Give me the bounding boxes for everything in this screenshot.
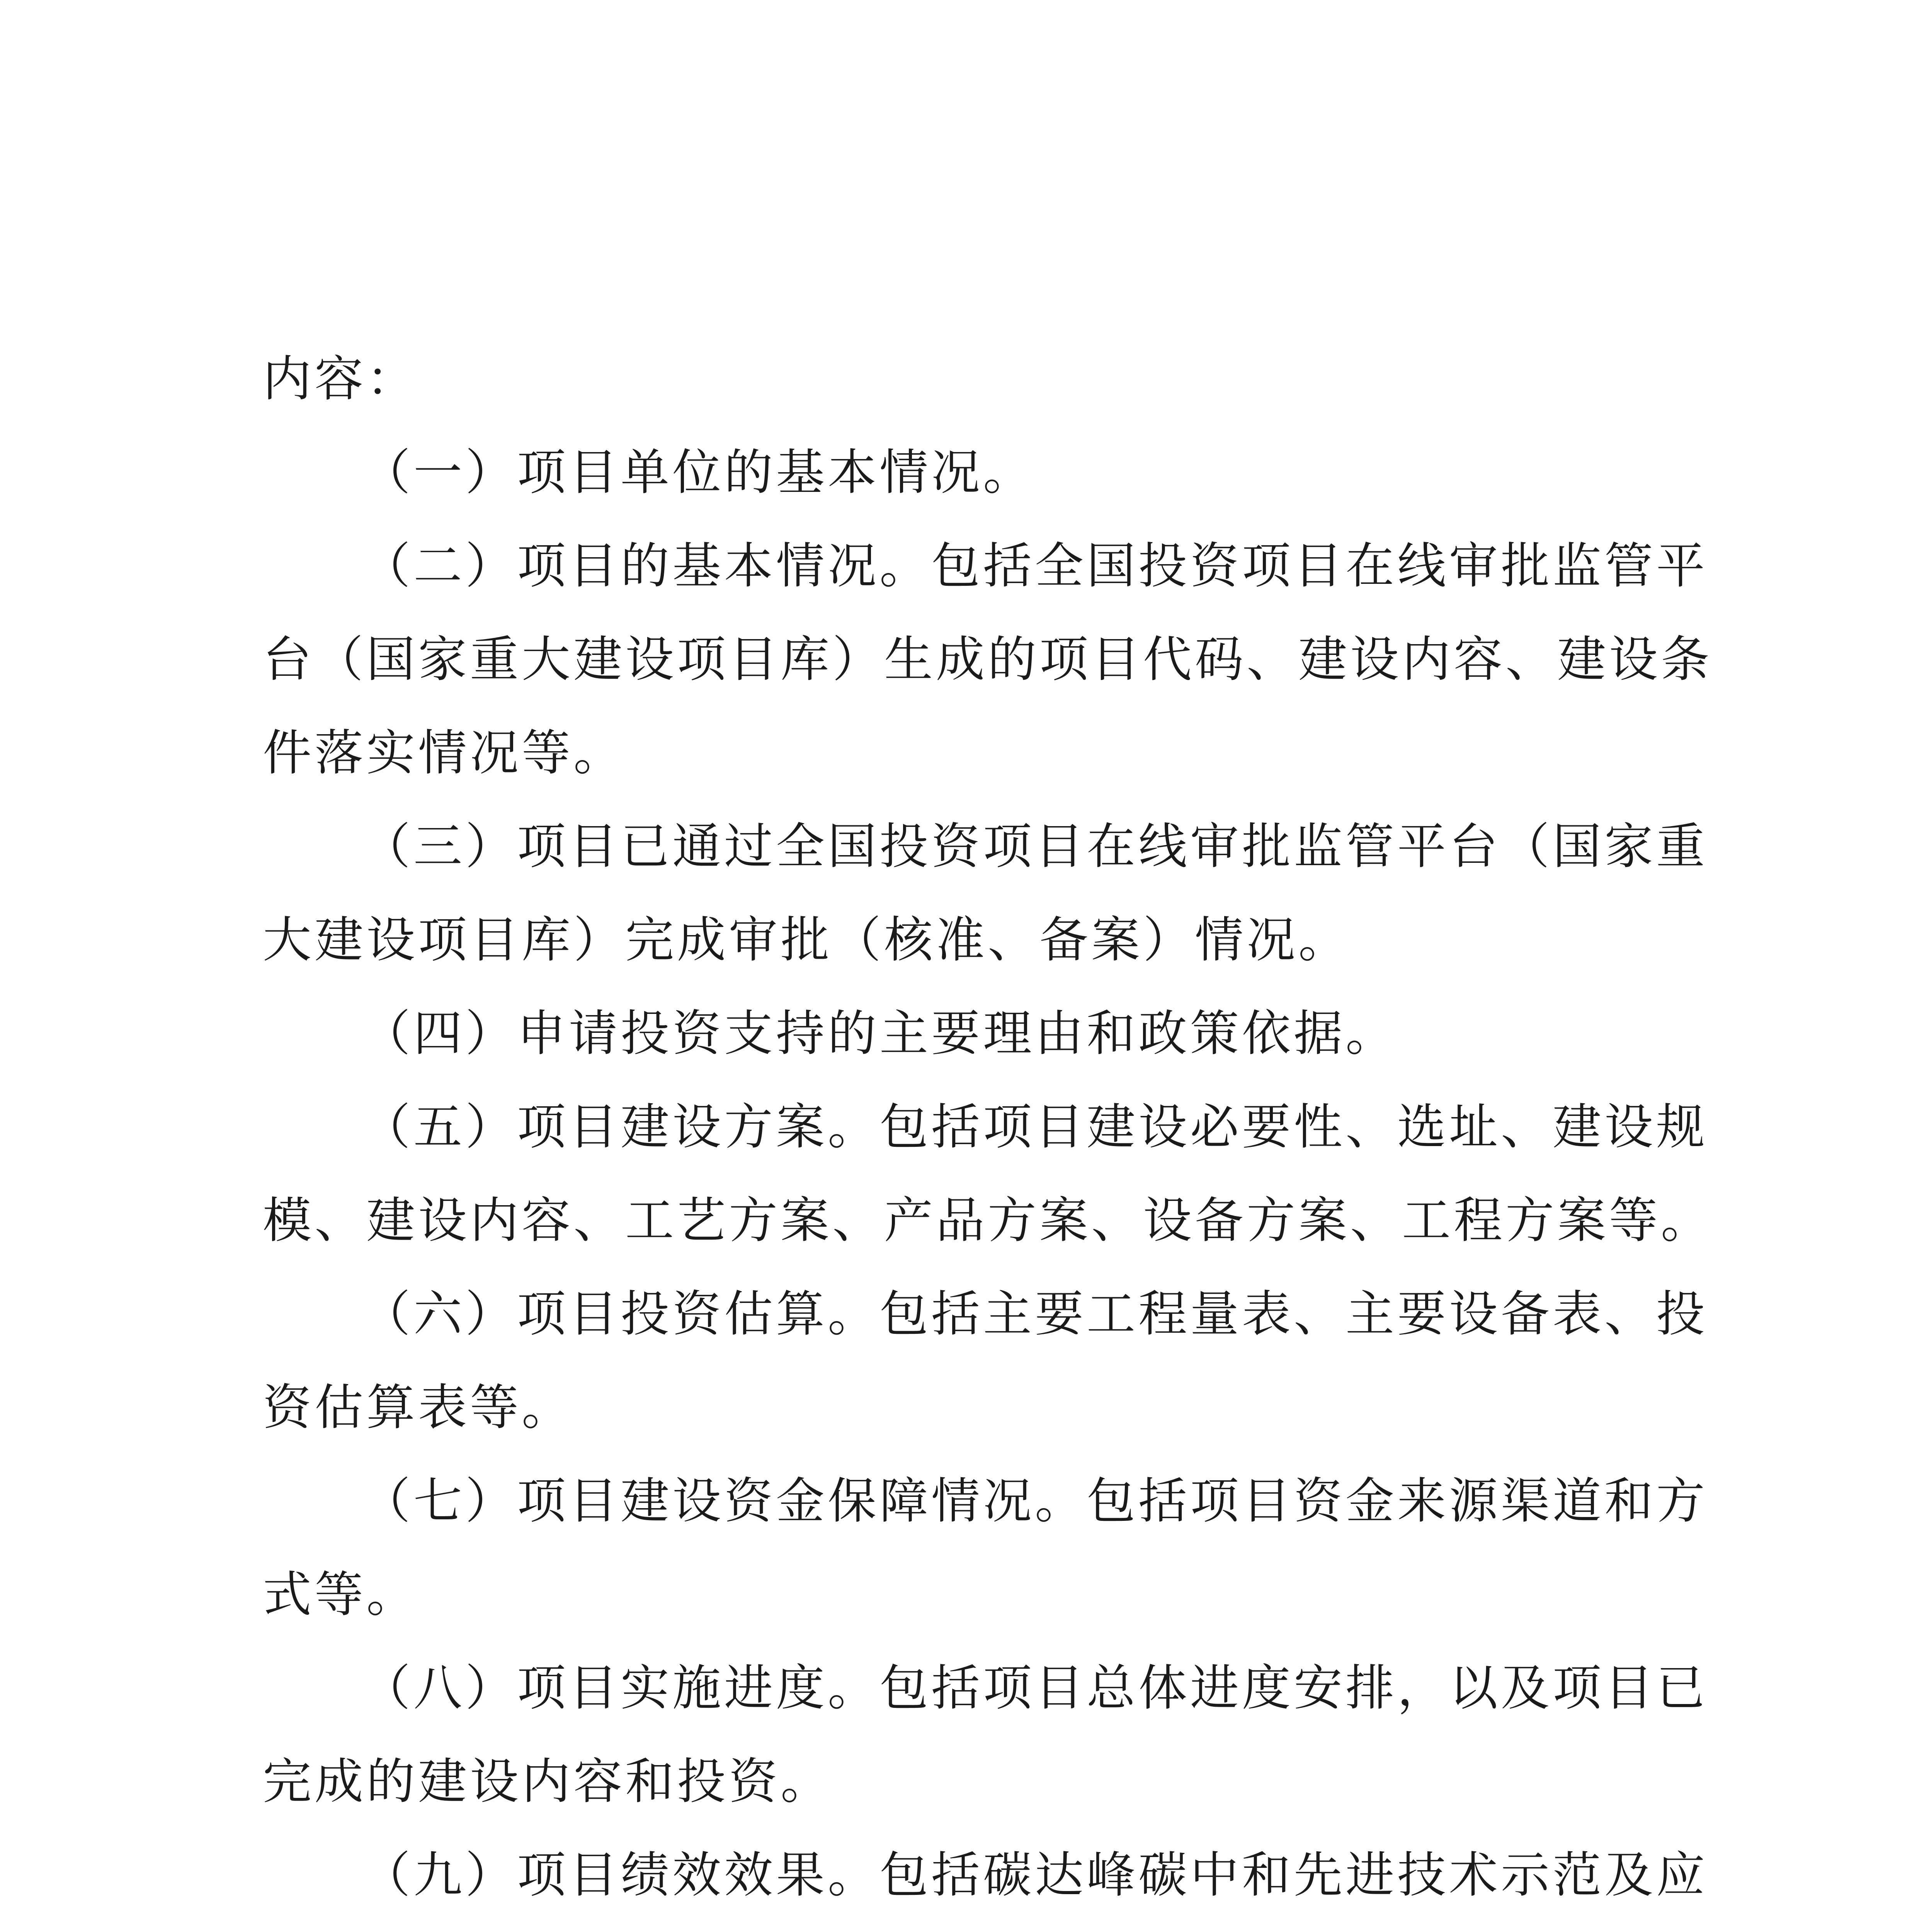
text-line: 大建设项目库）完成审批（核准、备案）情况。	[263, 912, 1350, 968]
text-line: 资估算表等。	[263, 1379, 573, 1436]
text-line: （一）项目单位的基本情况。	[362, 444, 1035, 501]
text-line: 模、建设内容、工艺方案、产品方案、设备方案、工程方案等。	[263, 1192, 1713, 1249]
text-line: 内容：	[263, 350, 418, 407]
text-line: （九）项目绩效效果。包括碳达峰碳中和先进技术示范及应	[362, 1847, 1708, 1903]
text-line: （三）项目已通过全国投资项目在线审批监管平台（国家重	[362, 818, 1708, 875]
text-line: （二）项目的基本情况。包括全国投资项目在线审批监管平	[362, 537, 1708, 594]
text-line: 件落实情况等。	[263, 724, 625, 781]
text-line: 式等。	[263, 1566, 418, 1623]
text-line: 完成的建设内容和投资。	[263, 1753, 832, 1810]
text-line: （五）项目建设方案。包括项目建设必要性、选址、建设规	[362, 1099, 1708, 1155]
text-line	[263, 1922, 1713, 1932]
text-line: （六）项目投资估算。包括主要工程量表、主要设备表、投	[362, 1286, 1708, 1342]
text-line: （七）项目建设资金保障情况。包括项目资金来源渠道和方	[362, 1473, 1708, 1529]
text-line: （八）项目实施进度。包括项目总体进度安排，以及项目已	[362, 1660, 1708, 1716]
text-line: 台（国家重大建设项目库）生成的项目代码、建设内容、建设条	[263, 631, 1713, 688]
text-line: （四）申请投资支持的主要理由和政策依据。	[362, 1005, 1397, 1062]
